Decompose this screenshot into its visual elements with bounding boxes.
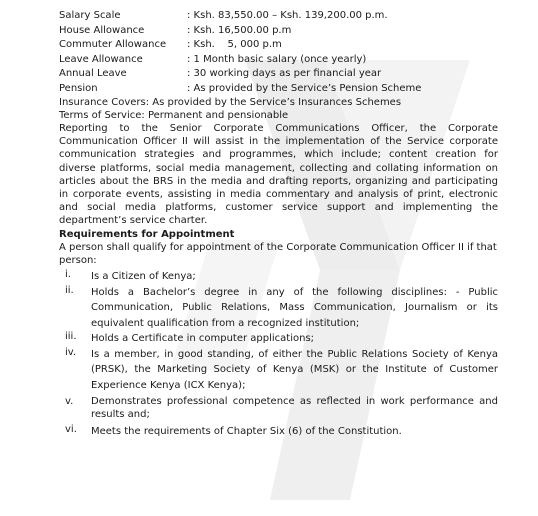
term-label: Commuter Allowance — [59, 39, 167, 51]
term-label: Salary Scale — [59, 10, 121, 21]
term-label: Annual Leave — [59, 68, 127, 80]
list-text: Is a member, in good standing, of either the Public Relations Society of Kenya (PRSK), the Marketing Society of Kenya (MSK) or the Institute of Customer Experience Kenya (ICX Kenya); — [91, 348, 498, 391]
list-number: ii. — [65, 284, 74, 296]
term-label: House Allowance — [59, 24, 145, 36]
terms-table — [59, 10, 498, 96]
list-text: Demonstrates professional competence as reflected in work performance and results and; — [91, 396, 498, 420]
term-value: : 30 working days as per financial year — [187, 68, 382, 80]
term-value: : Ksh. 16,500.00 p.m — [187, 24, 292, 36]
terms-of-service: Terms of Service: Permanent and pensionable — [59, 109, 289, 121]
term-value: : As provided by the Service’s Pension Scheme — [187, 82, 422, 94]
list-text: Is a Citizen of Kenya; — [91, 271, 196, 283]
list-number: iii. — [65, 331, 77, 343]
insurance-covers: Insurance Covers: As provided by the Service’s Insurances Schemes — [59, 96, 402, 108]
list-text: Meets the requirements of Chapter Six (6) of the Constitution. — [91, 426, 402, 438]
term-value: : 1 Month basic salary (once yearly) — [187, 53, 367, 65]
list-item — [59, 331, 498, 347]
term-value: : Ksh. 83,550.00 – Ksh. 139,200.00 p.m. — [187, 10, 388, 21]
list-item — [59, 396, 498, 421]
list-text: Holds a Certificate in computer applications; — [91, 333, 315, 345]
job-description: Reporting to the Senior Corporate Communications Officer, the Corporate Communication Officer II will assist in the implementation of the Service corporate communication strategies and programmes, which include; content creation for diverse platforms, social media management, collecting and collating information on articles about the BRS in the media and drafting reports, organizing and participating in corporate events, assisting in media commentary and analysis of print, electronic and social media platforms, customer service support and implementing the department’s service charter. — [59, 122, 498, 227]
list-text: Holds a Bachelor’s degree in any of the following disciplines: - Public Communication, Public Relations, Mass Communication, Journalism or its equivalent qualification from a recognized institution; — [91, 286, 498, 329]
list-number: i. — [65, 269, 71, 281]
list-item — [59, 269, 498, 285]
list-item — [59, 347, 498, 394]
requirements-heading: Requirements for Appointment — [59, 228, 235, 240]
list-number: vi. — [65, 424, 77, 436]
list-item — [59, 285, 498, 332]
term-value: : Ksh. 5, 000 p.m — [187, 39, 282, 51]
requirements-list — [59, 269, 498, 440]
term-label: Leave Allowance — [59, 53, 143, 65]
requirements-intro: A person shall qualify for appointment of the Corporate Communication Officer II if that person: — [59, 241, 497, 266]
list-item — [59, 424, 498, 440]
list-number: iv. — [65, 346, 77, 358]
list-number: v. — [65, 396, 74, 408]
term-label: Pension — [59, 82, 98, 94]
